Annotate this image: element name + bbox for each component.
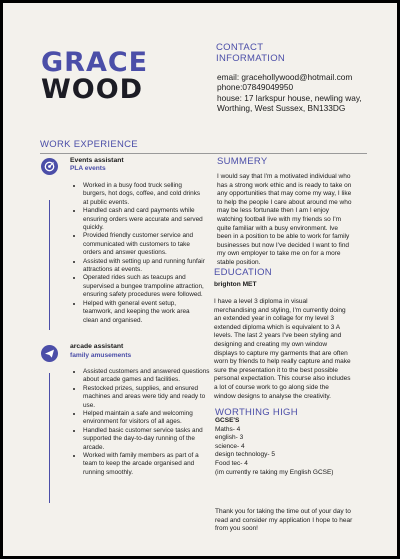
bullet-item: • Handled cash and card payments while ensuring orders were accurate and served quickly. (83, 207, 205, 232)
bullet-item: • Handled basic customer service tasks and supported the day-to-day running of the arcade. (83, 427, 213, 452)
contact-heading (216, 42, 366, 64)
gcse-grade: Maths- 4 (215, 425, 241, 433)
job-bullets (71, 368, 213, 477)
bullet-item: • Restocked prizes, supplies, and ensured machines and areas were tidy and ready to use. (83, 385, 213, 410)
resume-page (3, 3, 397, 556)
bullet-item: • Helped maintain a safe and welcoming environment for visitors of all ages. (83, 410, 213, 427)
contact-email: email: gracehollywood@hotmail.com (217, 72, 353, 82)
send-icon (41, 345, 58, 362)
bullet-item: • Helped with general event setup, teamwork, and keeping the work area clean and organised. (83, 300, 205, 325)
bullet-item: • Assisted with setting up and running funfair attractions at events. (83, 258, 205, 275)
work-experience-heading: WORK EXPERIENCE (40, 139, 138, 150)
gcse-grade: design technology- 5 (215, 451, 275, 459)
section-divider (40, 153, 367, 154)
bullet-item: • Worked with family members as part of a team to keep the arcade organised and running smoothly. (83, 452, 213, 477)
job-title: Events assistant (70, 157, 124, 164)
contact-details (217, 72, 392, 113)
contact-heading-line2: INFORMATION (216, 53, 286, 64)
gcse-note: (im currently re taking my English GCSE) (215, 468, 334, 476)
gcse-grade: science- 4 (215, 442, 245, 450)
job-company: PLA events (70, 165, 106, 172)
job-title: arcade assistant (70, 343, 124, 350)
gcse-grade: Food tec- 4 (215, 459, 248, 467)
contact-heading-line1: CONTACT (216, 42, 264, 53)
gcse-list (215, 417, 365, 477)
job-bullets (71, 182, 205, 325)
bullet-item: • Assisted customers and answered questions about arcade games and facilities. (83, 368, 213, 385)
target-icon (41, 158, 58, 175)
gcse-heading: GCSE'S (215, 417, 240, 424)
closing-statement: Thank you for taking the time out of your day to read and consider my application I hope to hear from you soon! (215, 508, 353, 533)
education-text: I have a level 3 diploma in visual merchandising and styling, I'm currently doing an extended year in collage for my level 3 extended diploma which is equivalent to 3 A levels. The last 2 years I've been styling and designing and creating my own window displays to capture my garments that are often worn by friends to help really capture and make sure the presentation it to the best possible personal expectation. This course also includes a lot of course work to go along side the window designs to analyse the creativity. (214, 298, 351, 400)
gcse-grade: english- 3 (215, 434, 244, 442)
bullet-item: • Provided friendly customer service and communicated with customers to take orders and answer questions. (83, 232, 205, 257)
job-company: family amusements (70, 352, 132, 359)
summary-heading: SUMMERY (217, 156, 268, 167)
first-name: GRACE (41, 47, 149, 78)
summary-text: I would say that I'm a motivated individual who has a strong work ethic and is ready to take on any opportunities that may come my way, I like to help the people I care about around me who may be less fortunate then I am I enjoy watching football live with my friends so I'm quite familiar with a busy environment. Ive been in a position to be able to work for family businesses but now I've decided I want to find my own employer to take me on for a more stable position. (217, 173, 352, 266)
worthing-heading: WORTHING HIGH (215, 407, 298, 418)
bullet-item: • Worked in a busy food truck selling burgers, hot dogs, coffee, and cold drinks at public events. (83, 182, 205, 207)
last-name: WOOD (41, 74, 144, 105)
contact-address-line1: house: 17 larkspur house, newling way, (217, 92, 362, 103)
timeline-bar (49, 200, 50, 330)
timeline-bar (49, 373, 50, 503)
education-school: brighton MET (214, 281, 257, 288)
bullet-item: • Operated rides such as teacups and supervised a bungee trampoline attraction, ensuring safety procedures were followed. (83, 274, 205, 299)
contact-address-line2: Worthing, West Sussex, BN133DG (217, 102, 346, 113)
contact-phone: phone:07849049950 (217, 82, 294, 93)
education-heading: EDUCATION (214, 267, 272, 278)
